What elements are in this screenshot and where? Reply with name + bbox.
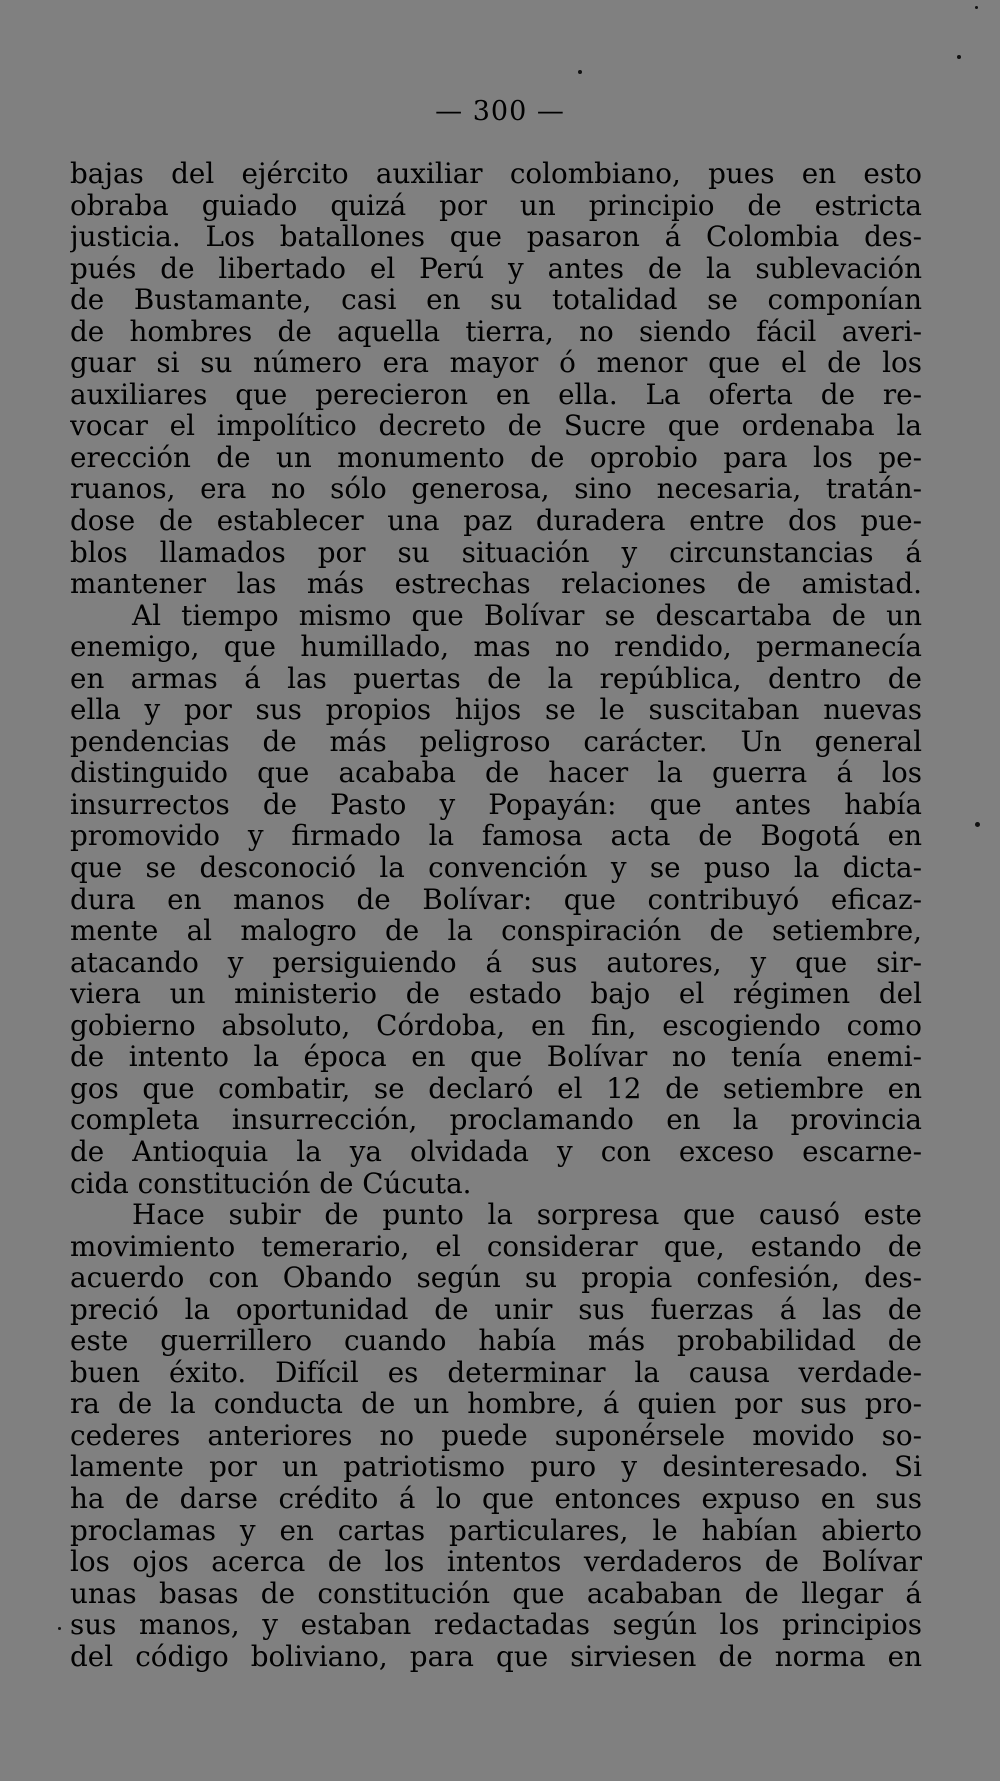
text-line: promovido y firmado la famosa acta de Bogotá en	[70, 820, 922, 853]
text-line: pendencias de más peligroso carácter. Un general	[70, 725, 922, 758]
text-line: acuerdo con Obando según su propia confesión, des-	[70, 1262, 922, 1294]
text-line: gobierno absoluto, Córdoba, en fin, escogiendo como	[70, 1009, 922, 1042]
text-line: cida constitución de Cúcuta.	[70, 1167, 472, 1200]
text-line: justicia. Los batallones que pasaron á Colombia des-	[70, 221, 922, 253]
text-line: obraba guiado quizá por un principio de estricta	[70, 189, 922, 222]
text-line: unas basas de constitución que acababan de llegar á	[70, 1577, 922, 1610]
text-line: Al tiempo mismo que Bolívar se descartaba de un	[132, 599, 922, 632]
text-line: ha de darse crédito á lo que entonces expuso en sus	[70, 1482, 922, 1515]
text-line: preció la oportunidad de unir sus fuerzas á las de	[70, 1293, 922, 1326]
text-line: de hombres de aquella tierra, no siendo fácil averi-	[70, 315, 922, 348]
page-number: — 300 —	[435, 96, 565, 127]
text-line: buen éxito. Difícil es determinar la causa verdade-	[70, 1356, 922, 1389]
text-line: dose de establecer una paz duradera entre dos pue-	[70, 505, 922, 537]
text-line: sus manos, y estaban redactadas según los principios	[70, 1609, 922, 1641]
text-line: de Bustamante, casi en su totalidad se componían	[70, 284, 922, 316]
text-line: dura en manos de Bolívar: que contribuyó eficaz-	[70, 883, 922, 916]
text-line: lamente por un patriotismo puro y desinteresado. Si	[70, 1451, 922, 1483]
text-line: ruanos, era no sólo generosa, sino necesaria, tratán-	[70, 473, 922, 506]
text-line: blos llamados por su situación y circunstancias á	[70, 536, 922, 569]
text-line: de intento la época en que Bolívar no tenía enemi-	[70, 1041, 922, 1073]
text-line: movimiento temerario, el considerar que, estando de	[70, 1230, 922, 1263]
ink-speck	[975, 6, 978, 9]
text-line: distinguido que acababa de hacer la guerra á los	[70, 757, 922, 789]
ink-speck	[975, 822, 980, 827]
text-line: mente al malogro de la conspiración de setiembre,	[70, 915, 922, 947]
text-line: vocar el impolítico decreto de Sucre que ordenaba la	[70, 410, 922, 442]
text-line: en armas á las puertas de la república, dentro de	[70, 662, 922, 695]
text-line: cederes anteriores no puede suponérsele movido so-	[70, 1419, 922, 1452]
text-line: enemigo, que humillado, mas no rendido, permanecía	[70, 631, 922, 663]
text-line: mantener las más estrechas relaciones de amistad.	[70, 568, 922, 600]
text-line: de Antioquia la ya olvidada y con exceso escarne-	[70, 1135, 922, 1168]
page-body-text	[70, 158, 922, 1672]
ink-speck	[957, 55, 961, 59]
text-line: los ojos acerca de los intentos verdaderos de Bolívar	[70, 1546, 922, 1578]
text-line: bajas del ejército auxiliar colombiano, pues en esto	[70, 158, 922, 190]
text-line: auxiliares que perecieron en ella. La oferta de re-	[70, 378, 922, 411]
ink-speck	[578, 70, 582, 74]
ink-speck	[58, 1627, 61, 1630]
text-line: erección de un monumento de oprobio para los pe-	[70, 441, 922, 474]
text-line: guar si su número era mayor ó menor que el de los	[70, 347, 922, 379]
text-line: completa insurrección, proclamando en la provincia	[70, 1104, 922, 1136]
text-line: ra de la conducta de un hombre, á quien por sus pro-	[70, 1388, 922, 1420]
text-line: del código boliviano, para que sirviesen de norma en	[70, 1640, 922, 1673]
text-line: viera un ministerio de estado bajo el régimen del	[70, 978, 922, 1010]
text-line: pués de libertado el Perú y antes de la sublevación	[70, 252, 922, 285]
text-line: ella y por sus propios hijos se le suscitaban nuevas	[70, 694, 922, 726]
text-line: gos que combatir, se declaró el 12 de setiembre en	[70, 1072, 922, 1105]
text-line: atacando y persiguiendo á sus autores, y que sir-	[70, 946, 922, 979]
text-line: proclamas y en cartas particulares, le habían abierto	[70, 1514, 922, 1547]
text-line: insurrectos de Pasto y Popayán: que antes había	[70, 788, 922, 821]
text-line: que se desconoció la convención y se puso la dicta-	[70, 852, 922, 884]
text-line: Hace subir de punto la sorpresa que causó este	[132, 1199, 922, 1231]
text-line: este guerrillero cuando había más probabilidad de	[70, 1325, 922, 1357]
